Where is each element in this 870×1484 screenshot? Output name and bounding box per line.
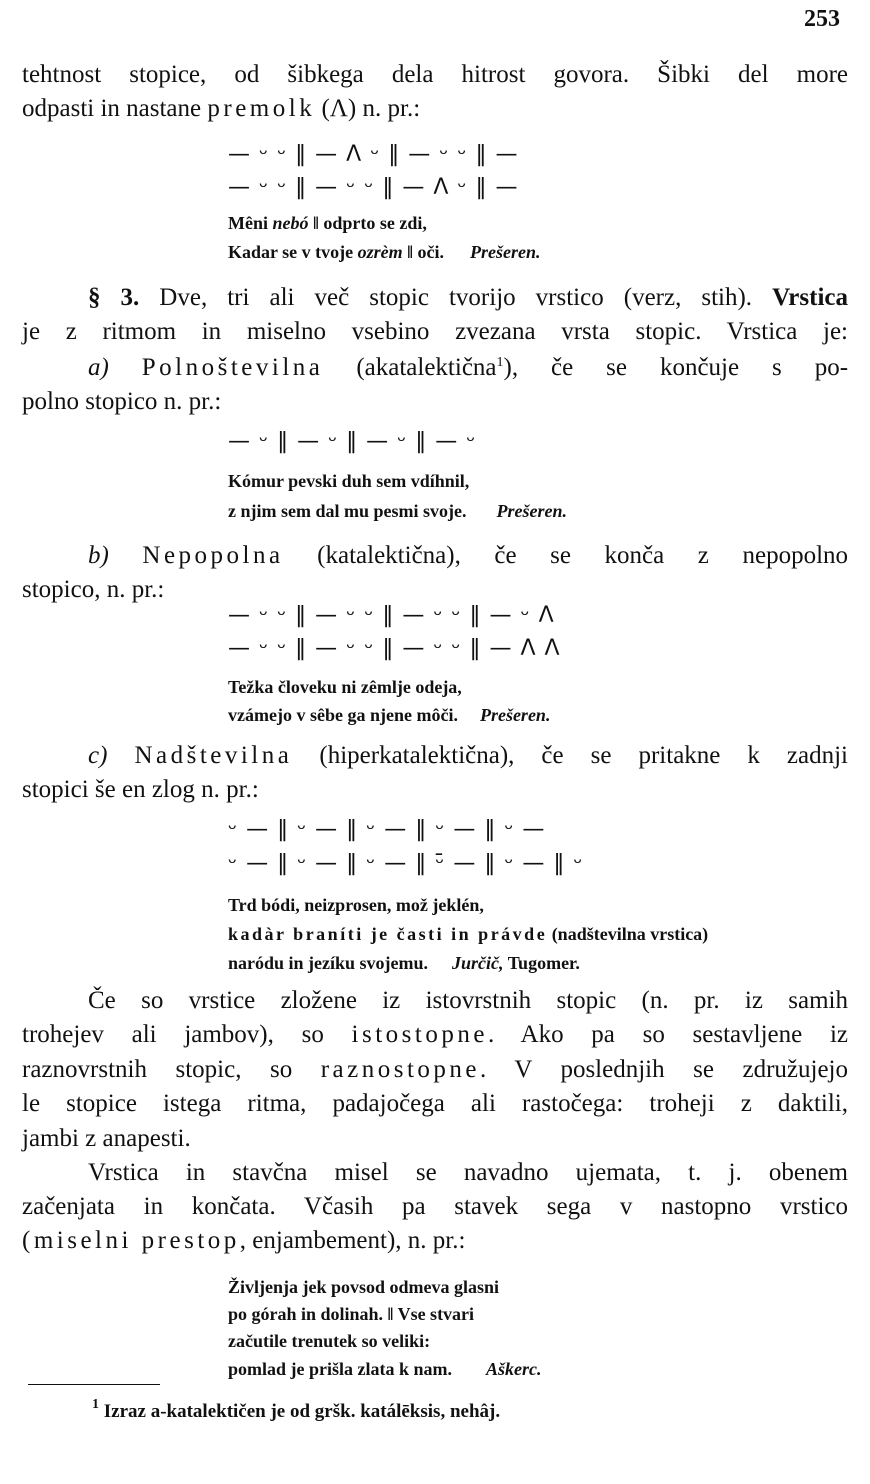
work-title: Tugomer.: [503, 953, 580, 973]
bold-term: Vrstica: [772, 284, 848, 311]
footnote-ref: 1: [496, 355, 504, 370]
text-line: [88, 741, 848, 771]
footnote: [92, 1397, 501, 1424]
verse-line: [228, 211, 427, 235]
text-line: začenjata in končata. Včasih pa stavek sega v nastopno vrstico: [22, 1193, 848, 1220]
spaced-term: Polnoštevilna: [141, 354, 324, 381]
text-run: odpasti in nastane: [22, 95, 208, 122]
verse-line: [228, 240, 540, 264]
text-run: (hiperkatalektična), če se pritakne k zadnji: [292, 742, 848, 769]
list-letter: a): [88, 354, 109, 381]
text-line: stopici še en zlog n. pr.:: [22, 776, 259, 803]
verse-line: Trd bódi, neizprosen, mož jeklén,: [228, 895, 484, 915]
verse-line: [228, 703, 550, 727]
list-letter: c): [88, 742, 108, 769]
text-run: . V poslednjih se združujejo: [480, 1056, 848, 1083]
text-run: ), če se končuje s po-: [503, 354, 849, 381]
text-line: [88, 541, 848, 571]
author-name: Prešeren.: [469, 242, 541, 262]
verse-line: začutile trenutek so veliki:: [228, 1331, 431, 1351]
text-run: (Λ) n. pr.:: [315, 95, 421, 122]
spaced-term: istostopne: [351, 1021, 488, 1048]
verse-line: Težka človeku ni zêmlje odeja,: [228, 677, 462, 697]
text-line: [22, 94, 848, 124]
author-name: Jurčič,: [452, 953, 504, 973]
spaced-term: premolk: [207, 95, 316, 122]
text-run: Mêni: [228, 213, 273, 233]
metrical-scheme: — ᵕ ᵕ ‖ — Λ ᵕ ‖ — ᵕ ᵕ ‖ —: [228, 142, 519, 167]
list-letter: b): [88, 542, 109, 569]
text-run: vzámejo v sêbe ga njene môči.: [228, 705, 458, 725]
italic-word: nebó: [272, 213, 309, 233]
text-run: trohejev ali jambov), so: [22, 1021, 352, 1048]
spaced-term: kadàr braníti je časti in právde: [228, 924, 548, 944]
text-run: raznovrstnih stopic, so: [22, 1056, 321, 1083]
spaced-term: Nadštevilna: [134, 742, 293, 769]
verse-line: [228, 922, 708, 946]
footnote-rule: [28, 1384, 160, 1385]
text-run: Kadar se v tvoje: [228, 242, 358, 262]
text-line: le stopice istega ritma, padajočega ali rastočega: troheji z daktili,: [22, 1090, 848, 1117]
page-number: 253: [804, 6, 840, 32]
text-line: [22, 1055, 848, 1085]
spaced-term: Nepopolna: [142, 542, 284, 569]
text-line: jambi z anapesti.: [22, 1125, 191, 1152]
text-run: pomlad je prišla zlata k nam.: [228, 1359, 453, 1379]
text-run: . Ako pa so sestavljene iz: [487, 1021, 848, 1048]
verse-line: po górah in dolinah. ‖ Vse stvari: [228, 1304, 475, 1324]
metrical-scheme: — ᵕ ᵕ ‖ — ᵕ ᵕ ‖ — Λ ᵕ ‖ —: [228, 175, 519, 200]
text-line: [22, 1020, 848, 1050]
text-line: tehtnost stopice, od šibkega dela hitrost govora. Šibki del more: [22, 61, 848, 88]
text-run: ‖ oči.: [402, 242, 444, 262]
footnote-text: Izraz a-katalektičen je od gršk. katálēksis, nehâj.: [99, 1401, 501, 1422]
metrical-scheme: — ᵕ ᵕ ‖ — ᵕ ᵕ ‖ — ᵕ ᵕ ‖ — ᵕ Λ: [228, 603, 555, 628]
spaced-term: (miselni prestop: [22, 1227, 240, 1254]
verse-line: Kómur pevski duh sem vdíhnil,: [228, 471, 470, 491]
footnote-number: 1: [92, 1397, 99, 1412]
spaced-term: raznostopne: [320, 1056, 481, 1083]
section-number: § 3.: [88, 284, 140, 311]
italic-word: ozrèm: [357, 242, 403, 262]
metrical-scheme: — ᵕ ‖ — ᵕ ‖ — ᵕ ‖ — ᵕ: [228, 429, 477, 454]
text-line: je z ritmom in miselno vsebino zvezana vrsta stopic. Vrstica je:: [22, 318, 848, 345]
text-line: stopico, n. pr.:: [22, 576, 165, 603]
text-line: [88, 283, 848, 313]
text-line: [22, 1226, 848, 1256]
verse-line: Življenja jek povsod odmeva glasni: [228, 1277, 500, 1297]
author-name: Prešeren.: [496, 501, 567, 521]
metrical-scheme: ᵕ — ‖ ᵕ — ‖ ᵕ — ‖ ᵕ̄ — ‖ ᵕ — ‖ ᵕ: [228, 851, 584, 876]
text-line: Vrstica in stavčna misel se navadno ujemata, t. j. obenem: [88, 1159, 848, 1186]
text-run: ‖ odprto se zdi,: [308, 213, 427, 233]
text-run: naródu in jezíku svojemu.: [228, 953, 429, 973]
verse-line: [228, 499, 567, 523]
text-run: (akatalektična: [323, 354, 497, 381]
text-run: (nadštevilna vrstica): [547, 924, 709, 944]
metrical-scheme: ᵕ — ‖ ᵕ — ‖ ᵕ — ‖ ᵕ — ‖ ᵕ —: [228, 817, 546, 842]
text-line: polno stopico n. pr.:: [22, 388, 222, 415]
text-line: Če so vrstice zložene iz istovrstnih stopic (n. pr. iz samih: [88, 987, 848, 1014]
text-run: , enjambement), n. pr.:: [239, 1227, 466, 1254]
text-run: Dve, tri ali več stopic tvorijo vrstico (verz, stih).: [139, 284, 773, 311]
text-run: z njim sem dal mu pesmi svoje.: [228, 501, 467, 521]
verse-line: [228, 951, 580, 975]
metrical-scheme: — ᵕ ᵕ ‖ — ᵕ ᵕ ‖ — ᵕ ᵕ ‖ — Λ Λ: [228, 636, 561, 661]
author-name: Aškerc.: [486, 1359, 542, 1379]
text-run: (katalektična), če se konča z nepopolno: [283, 542, 849, 569]
verse-line: [228, 1357, 542, 1381]
text-line: [88, 353, 848, 383]
author-name: Prešeren.: [479, 705, 551, 725]
